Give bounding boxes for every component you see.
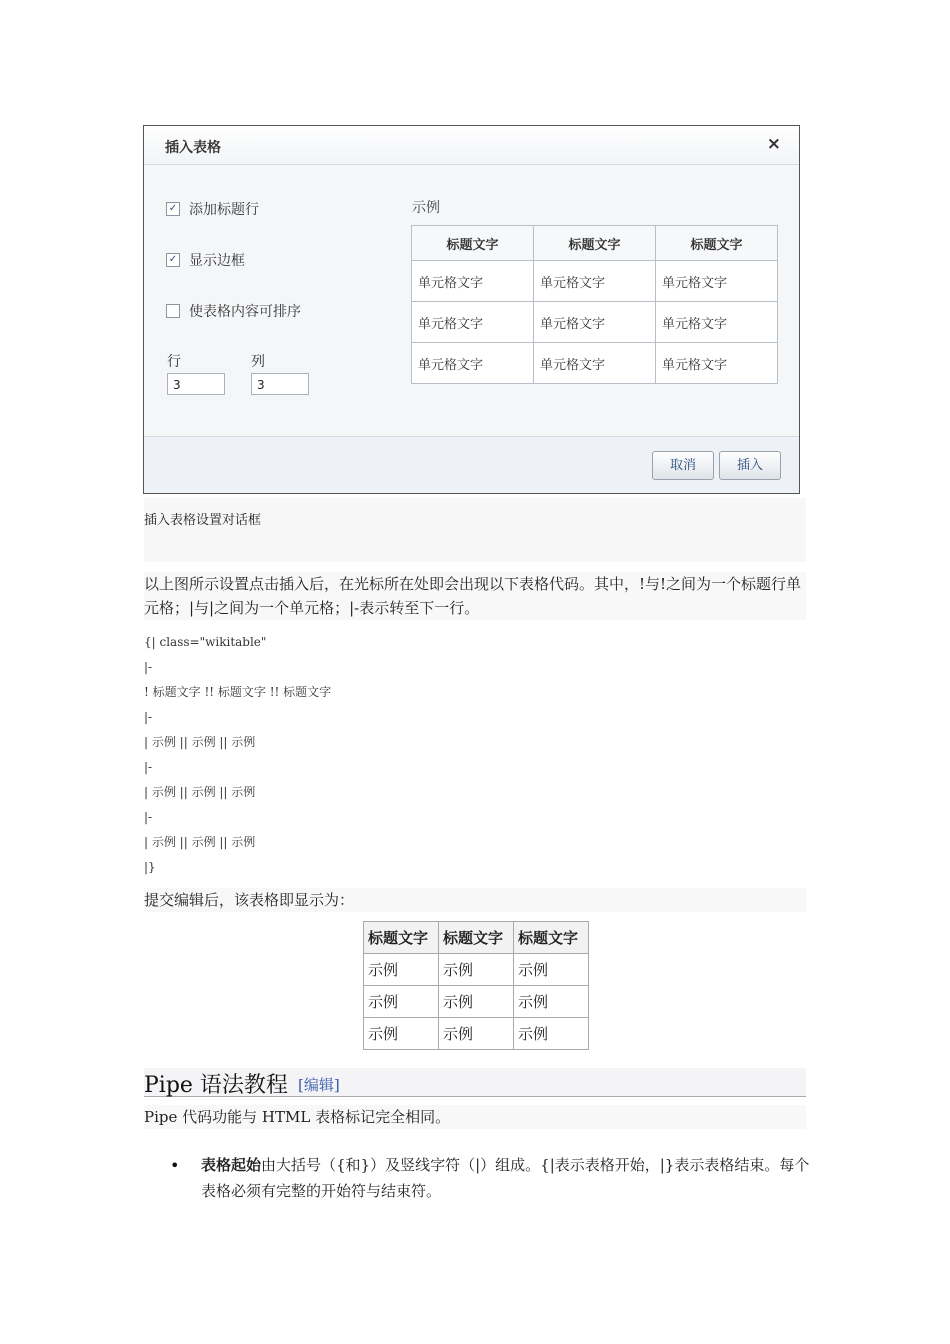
example-label: 示例 [412, 200, 440, 216]
result-cell: 示例 [364, 954, 439, 986]
bullet-item [201, 1152, 811, 1204]
code-line: |- [144, 660, 153, 674]
code-line: | 示例 || 示例 || 示例 [144, 785, 256, 799]
checkbox-add-header-row[interactable]: ✓ [166, 202, 180, 216]
code-line: {| class="wikitable" [144, 635, 267, 649]
cancel-button[interactable]: 取消 [652, 451, 714, 480]
result-cell: 示例 [364, 986, 439, 1018]
example-header-cell: 标题文字 [656, 226, 778, 261]
result-row [364, 1018, 589, 1050]
bullet-bold-text: 表格起始 [201, 1156, 262, 1174]
dialog-body [144, 165, 799, 437]
insert-table-dialog [143, 125, 800, 494]
result-cell: 示例 [514, 986, 589, 1018]
figure-caption [144, 498, 806, 562]
example-cell: 单元格文字 [534, 261, 656, 302]
bullet-icon: • [170, 1156, 180, 1175]
section-edit-link[interactable]: [编辑] [298, 1076, 340, 1094]
example-row [412, 261, 778, 302]
result-header-cell: 标题文字 [514, 922, 589, 954]
result-row [364, 954, 589, 986]
code-line: |- [144, 810, 153, 824]
dialog-title: 插入表格 [165, 140, 221, 156]
example-header-row [412, 226, 778, 261]
section-description: Pipe 代码功能与 HTML 表格标记完全相同。 [144, 1105, 806, 1129]
result-cell: 示例 [439, 1018, 514, 1050]
example-table [411, 225, 778, 384]
rows-label: 行 [167, 354, 181, 370]
example-row [412, 302, 778, 343]
code-block [144, 630, 806, 880]
bullet-text: 由大括号（{和}）及竖线字符（|）组成。{|表示表格开始，|}表示表格结束。每个表格必须有完整的开始符与结束符。 [201, 1156, 810, 1200]
option-label: 显示边框 [189, 253, 245, 269]
result-row [364, 986, 589, 1018]
option-label: 使表格内容可排序 [189, 304, 301, 320]
code-line: | 示例 || 示例 || 示例 [144, 735, 256, 749]
cols-input[interactable]: 3 [251, 373, 309, 395]
code-line: |- [144, 760, 153, 774]
code-line: |- [144, 710, 153, 724]
cols-label: 列 [251, 354, 265, 370]
result-header-cell: 标题文字 [439, 922, 514, 954]
example-header-cell: 标题文字 [534, 226, 656, 261]
close-icon[interactable]: × [766, 134, 781, 154]
insert-button[interactable]: 插入 [719, 451, 781, 480]
checkbox-show-border[interactable]: ✓ [166, 253, 180, 267]
intro-paragraph: 以上图所示设置点击插入后，在光标所在处即会出现以下表格代码。其中，!与!之间为一个标题行单元格；|与|之间为一个单元格；|-表示转至下一行。 [144, 572, 806, 620]
example-row [412, 343, 778, 384]
example-cell: 单元格文字 [534, 343, 656, 384]
result-header-cell: 标题文字 [364, 922, 439, 954]
result-cell: 示例 [439, 954, 514, 986]
result-cell: 示例 [439, 986, 514, 1018]
result-cell: 示例 [514, 954, 589, 986]
result-table [363, 921, 589, 1050]
example-cell: 单元格文字 [412, 343, 534, 384]
section-title: Pipe 语法教程 [144, 1073, 288, 1098]
result-cell: 示例 [514, 1018, 589, 1050]
code-line: |} [144, 860, 156, 874]
example-cell: 单元格文字 [656, 343, 778, 384]
rows-input[interactable]: 3 [167, 373, 225, 395]
caption-text: 插入表格设置对话框 [144, 513, 262, 528]
section-heading [144, 1068, 806, 1097]
dialog-footer [144, 436, 799, 493]
example-cell: 单元格文字 [656, 302, 778, 343]
option-add-header-row[interactable] [166, 199, 259, 219]
code-line: ! 标题文字 !! 标题文字 !! 标题文字 [144, 685, 332, 699]
example-cell: 单元格文字 [534, 302, 656, 343]
result-intro: 提交编辑后，该表格即显示为： [144, 888, 806, 912]
example-header-cell: 标题文字 [412, 226, 534, 261]
checkbox-sortable[interactable] [166, 304, 180, 318]
dialog-header [144, 126, 799, 165]
example-cell: 单元格文字 [412, 302, 534, 343]
example-cell: 单元格文字 [656, 261, 778, 302]
result-header-row [364, 922, 589, 954]
code-line: | 示例 || 示例 || 示例 [144, 835, 256, 849]
example-cell: 单元格文字 [412, 261, 534, 302]
option-show-border[interactable] [166, 250, 245, 270]
option-sortable[interactable] [166, 301, 301, 321]
option-label: 添加标题行 [189, 202, 259, 218]
result-cell: 示例 [364, 1018, 439, 1050]
